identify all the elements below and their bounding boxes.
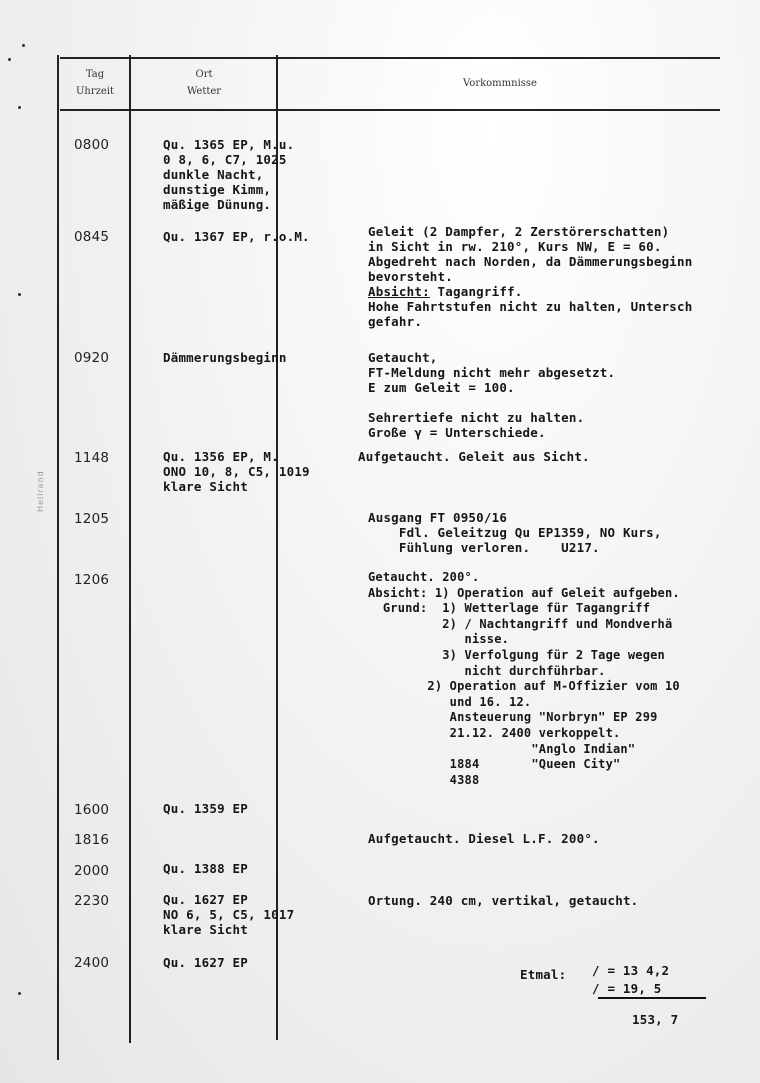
header-time-line1: Tag — [85, 69, 105, 80]
entry-time: 0800 — [74, 137, 110, 153]
entry-events: Ausgang FT 0950/16 Fdl. Geleitzug Qu EP1359, NO Kurs, Fühlung verloren. U217. — [368, 510, 662, 555]
entry-place: Qu. 1627 EP — [163, 955, 248, 970]
table-top-rule — [60, 57, 720, 59]
entry-time: 1600 — [74, 802, 110, 818]
entry-time: 0920 — [74, 350, 110, 366]
entry-time: 1205 — [74, 511, 110, 527]
entry-time: 1148 — [74, 450, 110, 466]
entry-events: Getaucht. 200°. Absicht: 1) Operation auf Geleit aufgeben. Grund: 1) Wetterlage für Tagangriff 2) / Nachtangriff und Mondverhä nisse. 3) Verfolgung für 2 Tage wegen nicht durchführbar. 2) Operation auf M-Offizier vom 10 und 16. 12. Ansteuerung "Norbryn" EP 299 21.12. 2400 verkoppelt. "Anglo Indian" 1884 "Queen City" 4388 — [368, 570, 680, 787]
entry-events: Aufgetaucht. Diesel L.F. 200°. — [368, 831, 600, 846]
totals-line-2: / = 19, 5 — [592, 981, 662, 996]
entry-time: 1206 — [74, 572, 110, 588]
header-events: Vorkommnisse — [463, 78, 537, 89]
speck — [8, 58, 11, 61]
entry-events: Aufgetaucht. Geleit aus Sicht. — [358, 449, 590, 464]
header-time — [62, 66, 128, 100]
entry-events: Ortung. 240 cm, vertikal, getaucht. — [368, 893, 639, 908]
header-place — [134, 66, 274, 100]
margin-note: Hellrand — [36, 470, 45, 512]
entry-time: 0845 — [74, 229, 110, 245]
entry-events — [368, 224, 692, 329]
entry-time: 1816 — [74, 832, 110, 848]
entry-place: Qu. 1388 EP — [163, 861, 248, 876]
entry-place: Qu. 1356 EP, M. ONO 10, 8, C5, 1019 klare Sicht — [163, 449, 310, 494]
entry-time: 2000 — [74, 863, 110, 879]
speck — [18, 293, 21, 296]
header-place-line1: Ort — [195, 69, 213, 80]
column-divider-left — [57, 55, 59, 1060]
header-bottom-rule — [60, 109, 720, 111]
entry-place: Qu. 1367 EP, r.o.M. — [163, 229, 310, 244]
entry-place: Qu. 1359 EP — [163, 801, 248, 816]
speck — [18, 106, 21, 109]
entry-place: Dämmerungsbeginn — [163, 350, 287, 365]
column-divider-time — [129, 55, 131, 1043]
entry-events: Getaucht, FT-Meldung nicht mehr abgesetzt. E zum Geleit = 100. Sehrertiefe nicht zu halten. Große γ = Unterschiede. — [368, 350, 616, 440]
entry-time: 2400 — [74, 955, 110, 971]
totals-line-1: / = 13 4,2 — [592, 963, 670, 978]
entry-place: Qu. 1365 EP, M.u. 0 8, 6, C7, 1025 dunkle Nacht, dunstige Kimm, mäßige Dünung. — [163, 137, 295, 212]
totals-label: Etmal: — [520, 967, 567, 982]
totals-sum-rule — [598, 997, 706, 999]
entry-place: Qu. 1627 EP NO 6, 5, C5, 1017 klare Sicht — [163, 892, 295, 937]
speck — [18, 992, 21, 995]
speck — [22, 44, 25, 47]
header-time-line2: Uhrzeit — [75, 86, 115, 97]
entry-events-text — [368, 224, 692, 329]
header-place-line2: Wetter — [186, 86, 222, 97]
entry-time: 2230 — [74, 893, 110, 909]
text-run: Tagangriff. Hohe Fahrtstufen nicht zu halten, Untersch gefahr. — [368, 284, 693, 329]
text-run: Geleit (2 Dampfer, 2 Zerstörerschatten) in Sicht in rw. 210°, Kurs NW, E = 60. Abgedreht nach Norden, da Dämmerungsbeginn bevorsteht. — [368, 224, 693, 284]
underlined-text: Absicht: — [368, 284, 430, 299]
totals-sum: 153, 7 — [632, 1012, 679, 1027]
